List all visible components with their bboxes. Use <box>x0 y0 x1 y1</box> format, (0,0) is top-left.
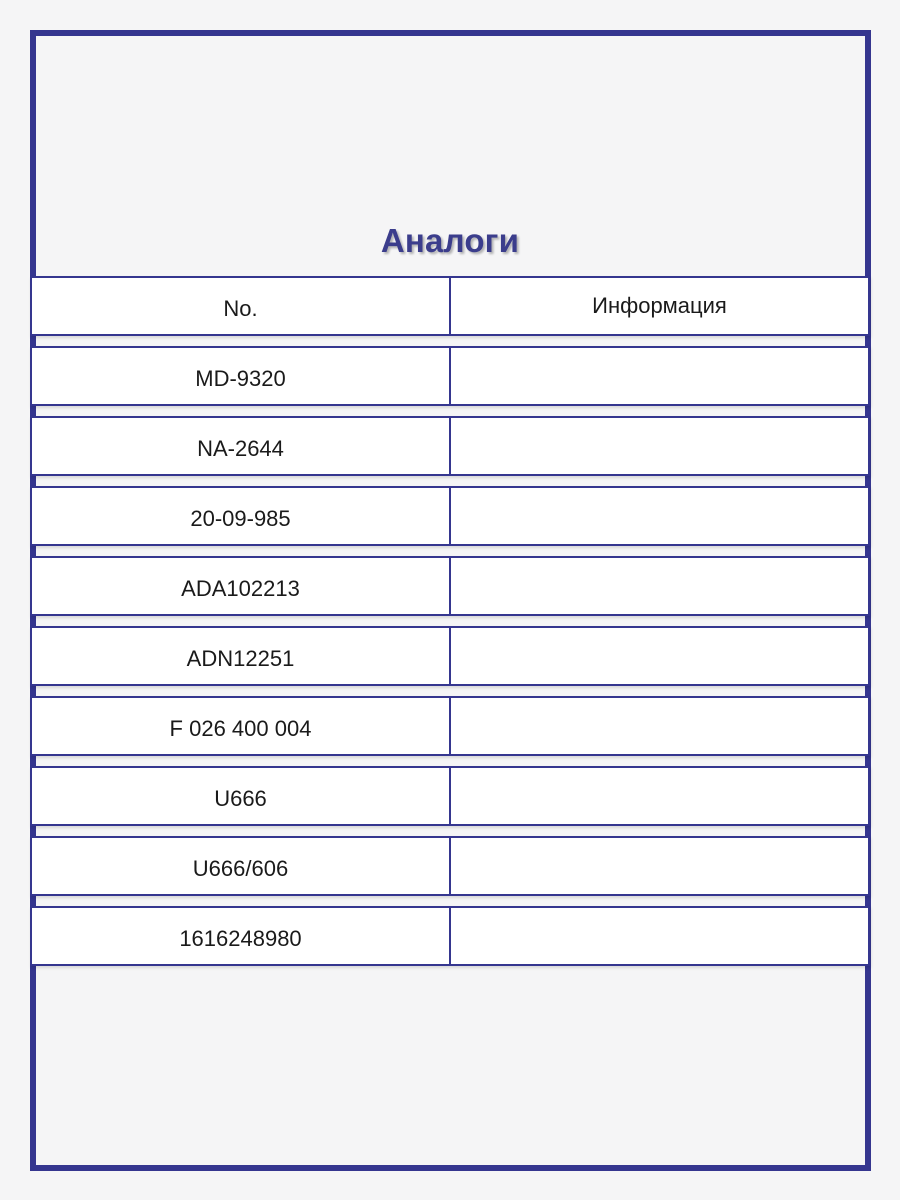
table-row <box>30 906 870 966</box>
table-row <box>30 836 870 896</box>
row-info <box>451 908 868 964</box>
table-row <box>30 696 870 756</box>
row-number: ADN12251 <box>32 628 451 684</box>
table-row <box>30 486 870 546</box>
row-info <box>451 488 868 544</box>
row-info <box>451 558 868 614</box>
row-info <box>451 838 868 894</box>
row-info <box>451 698 868 754</box>
table-row <box>30 416 870 476</box>
table-row <box>30 556 870 616</box>
row-number: F 026 400 004 <box>32 698 451 754</box>
row-number: 1616248980 <box>32 908 451 964</box>
header-number: No. <box>32 278 451 334</box>
row-number: 20-09-985 <box>32 488 451 544</box>
row-info <box>451 768 868 824</box>
row-info <box>451 348 868 404</box>
row-info <box>451 628 868 684</box>
table-header <box>30 276 870 336</box>
table-row <box>30 346 870 406</box>
row-number: U666/606 <box>32 838 451 894</box>
table-row <box>30 766 870 826</box>
header-info: Информация <box>592 293 727 318</box>
page-title: Аналоги <box>380 222 520 259</box>
row-number: U666 <box>32 768 451 824</box>
row-number: ADA102213 <box>32 558 451 614</box>
row-number: MD-9320 <box>32 348 451 404</box>
row-info <box>451 418 868 474</box>
row-number: NA-2644 <box>32 418 451 474</box>
table-row <box>30 626 870 686</box>
